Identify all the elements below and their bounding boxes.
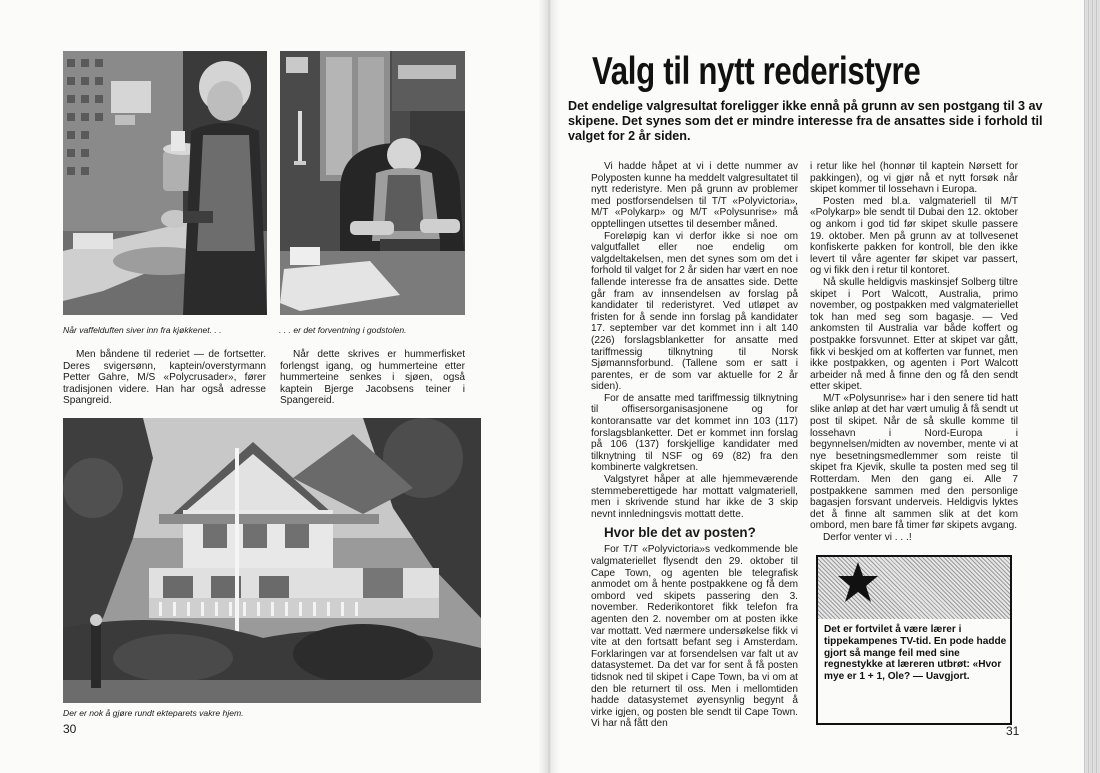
left-text-column-1 <box>63 349 266 407</box>
photo-house <box>63 418 481 703</box>
photo-kitchen <box>63 51 267 315</box>
left-page <box>0 0 548 773</box>
joke-box <box>816 555 1012 725</box>
article-column-2 <box>810 161 1018 544</box>
page-edges <box>1084 0 1100 773</box>
photo-kitchen-image <box>63 51 267 315</box>
article-col2-paragraph-3: Nå skulle heldigvis maskinsjef Solberg tiltre skipet i Port Walcott, Australia, primo november, og postpakken med valgmateriellet tok han med seg som bagasje. — Ved ankomsten til Australia var både koffert og postpakke forsvunnet. Etter at skipet var gått, fikk vi beskjed om at kofferten var funnet, men ikke postpakken, og agenten i Port Walcott arbeider nå med å finne den og få den sendt etter skipet. <box>810 276 1018 393</box>
article-column-1 <box>591 161 798 730</box>
photo-house-image <box>63 418 481 703</box>
article-headline: Valg til nytt rederistyre <box>592 50 921 93</box>
article-col2-paragraph-5: Derfor venter vi . . .! <box>823 532 912 543</box>
article-col2-paragraph-4: M/T «Polysunrise» har i den senere tid hatt slike anløp at det har vært umulig å få sendt ut post til skipet. Når de så skulle komme til lossehavn i Nord-Europa i begynnelsen/midten av november, mente vi at nye besetningsmedlemmer som reiste til skipet fra Kjevik, skulle ta posten med seg til Rotterdam. Men den gang ei. Alle 7 postpakkene sammen med den personlige bagasjen forsvant underveis. Heldigvis lyktes det å finne alt sammen slik at det kom ombord, men bare få timer før skipets avgang. <box>810 392 1018 532</box>
article-col2-paragraph-2: Posten med bl.a. valgmateriell til M/T «Polykarp» ble sendt til Dubai den 12. oktober og ankom i god tid før skipet skulle passere 19. oktober. Men på grunn av at tollvesenet konfiskerte pakken for kontroll, ble den ikke levert til våre agenter før skipet var passert, og vi fikk den i retur til kontoret. <box>810 195 1018 277</box>
article-col1-paragraph-3: For de ansatte med tariffmessig tilknytning til offisersorganisasjonene og for kontoransatte var det kommet inn 103 (117) forslagsblanketter. Det er kommet inn forslag på 106 (137) forskjellige kandidater med tilknytning til NSF og 69 (82) fra den kombinerte valgkretsen. <box>591 392 798 474</box>
right-page <box>548 0 1084 773</box>
caption-house: Der er nok å gjøre rundt ekteparets vakre hjem. <box>63 708 244 718</box>
left-text-column-2 <box>280 349 465 407</box>
joke-box-text: Det er fortvilet å være lærer i tippekampenes TV-tid. En pode hadde gjort så mange feil med sine regnestykke at læreren utbrøt: «Hvor mye er 1 + 1, Ole? — Uavgjort. <box>824 624 1007 683</box>
left-paragraph-2: Når dette skrives er hummerfisket forlengst igang, og hummerteine etter hummerteine senkes i sjøen, også kaptein Bjerge Jacobsens teiner i Spangereid. <box>280 349 465 407</box>
page-gutter <box>538 0 560 773</box>
caption-armchair: . . . er det forventning i godstolen. <box>279 325 407 335</box>
article-col1-paragraph-5: For T/T «Polyvictoria»s vedkommende ble valgmateriellet flysendt den 29. oktober til Cape Town, og agenten ble telegrafisk anmodet om å hente postpakkene og få dem ombord ved skipets passering den 3. november. Rederikontoret fikk telefon fra agenten den 2. november om at posten ikke var mottatt. Ved nærmere undersøkelse fikk vi vite at den fortsatt befant seg i Amsterdam. Forklaringen var at forsendelsen var falt ut av datasystemet. Da det var for sent å få posten tidsnok ned til skipet i Cape Town, ba vi om at den ble returnert til oss. Men i mellomtiden hadde datasystemet øyensynlig begynt å virke igjen, og posten ble sendt til Cape Town. Vi har nå fått den <box>591 544 798 730</box>
left-paragraph-1: Men båndene til rederiet — de fortsetter. Deres svigersønn, kaptein/overstyrmann Petter Gahre, M/S «Polycrusader», fører tradisjonen videre. Han har også adresse Spangreid. <box>63 349 266 407</box>
caption-kitchen: Når vaffelduften siver inn fra kjøkkenet. . . <box>63 325 222 335</box>
photo-armchair-image <box>280 51 465 315</box>
page-number-right: 31 <box>1006 724 1020 738</box>
article-col2-paragraph-1: i retur like hel (honnør til kaptein Nørsett for pakkingen), og vi gjør nå et nytt forsøk når skipet kommer til lossehavn i Europa. <box>810 161 1018 196</box>
article-col1-paragraph-4: Valgstyret håper at alle hjemmeværende stemmeberettigede har mottatt valgmateriell, men i skrivende stund har ikke de 3 skip nevnt innledningsvis mottatt dette. <box>591 474 798 520</box>
page-number-left: 30 <box>63 722 77 736</box>
star-icon <box>836 561 880 605</box>
article-lead: Det endelige valgresultat foreligger ikke ennå på grunn av sen postgang til 3 av skipene. Det synes som det er mindre interesse fra de ansattes side i forhold til valget for 2 år siden. <box>568 99 1043 143</box>
article-subheading: Hvor ble det av posten? <box>604 525 756 541</box>
article-col1-paragraph-1: Vi hadde håpet at vi i dette nummer av Polyposten kunne ha meddelt valgresultatet til nytt rederistyre. Men på grunn av problemer med postforsendelsen til T/T «Polyvictoria», M/T «Polykarp» og M/T «Polysunrise» må opptellingen utsettes til desember måned. <box>591 161 798 230</box>
article-col1-paragraph-2: Foreløpig kan vi derfor ikke si noe om valgutfallet eller noe endelig om valgdeltakelsen, men det synes som om det i forhold til valget for 2 år siden har vært en noe fallende interesse fra de ansattes side. Dette går fram av innsendelsen av forslag på kandidater til rederistyret. Ved utløpet av fristen for å sende inn forslag på kandidater 17. september var det kommet inn i alt 140 (226) forslagsblanketter for ansatte med tariffmessig tilknytning til Norsk Sjømannsforbund. (Tallene som er satt i parentes, er de som var aktuelle for 2 år siden). <box>591 230 798 393</box>
photo-armchair <box>280 51 465 315</box>
